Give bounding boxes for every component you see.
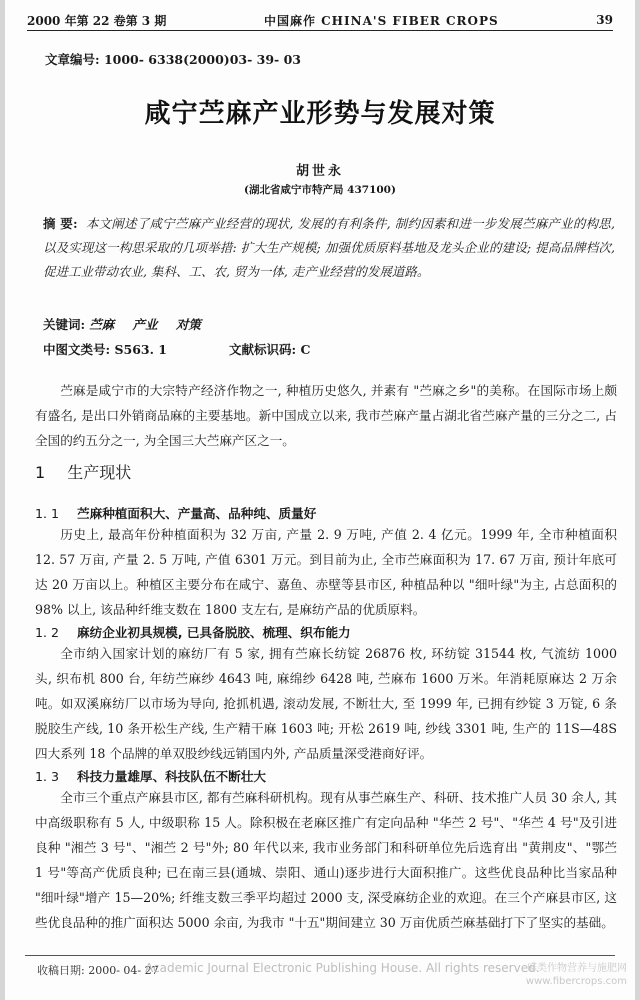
paragraph-text: 全市纳入国家计划的麻纺厂有 5 家, 拥有苎麻长纺锭 26876 枚, 环纺锭 31544 枚, 气流纺 1000 头, 织布机 800 台, 年纺苎麻纱 4643 吨, 麻绵纱 6428 吨, 苎麻布 1600 万米。年消耗原麻达 2 万余吨。如双溪麻纺厂以市场为导向, 抢抓机遇, 滚动发展, 不断壮大, 至 1999 年, 已拥有纱锭 3 万锭, 6 条脱胶生产线, 10 条开松生产线, 生产精干麻 1603 吨; 开松 2619 吨, 纱线 3301 吨, 生产的 11S—48S 四大系列 18 个品牌的单双股纱线远销国内外, 产品质量深受港商好评。 [35, 646, 617, 761]
section-heading [35, 460, 131, 483]
section-title: 生产现状 [67, 463, 132, 482]
subsection-number: 1. 3 [35, 769, 60, 784]
copyright-notice: Academic Journal Electronic Publishing House. All rights reserved. [145, 961, 540, 975]
running-header [27, 10, 613, 31]
subsection-title: 麻纺企业初具规模, 已具备脱胶、梳理、织布能力 [77, 625, 351, 640]
abstract-text: 本文阐述了咸宁苎麻产业经营的现状, 发展的有利条件, 制约因素和进一步发展苎麻产业的构思, 以及实现这一构思采取的几项举措: 扩大生产规模; 加强优质原料基地及龙头企业的建设; 提高品牌档次, 促进工业带动农业, 集科、工、农, 贸为一体, 走产业经营的发展道路。 [43, 216, 616, 279]
document-code: 文献标识码: C [229, 342, 311, 357]
article-number: 文章编号: 1000- 6338(2000)03- 39- 03 [45, 52, 301, 67]
clc-number: 中图文类号: S563. 1 [43, 342, 167, 357]
site-watermark [526, 962, 627, 988]
author-name: 胡世永 [295, 164, 344, 179]
author-affiliation: (湖北省咸宁市特产局 437100) [244, 184, 396, 196]
subsection-heading-2 [35, 622, 351, 641]
subsection-body-1 [35, 522, 617, 622]
keywords [43, 315, 201, 333]
subsection-heading-3 [35, 766, 266, 785]
intro-paragraph [35, 378, 617, 453]
subsection-body-3 [35, 785, 617, 935]
subsection-number: 1. 1 [35, 506, 60, 521]
subsection-number: 1. 2 [35, 625, 60, 640]
abstract-label: 摘 要: [43, 216, 78, 231]
abstract [43, 212, 615, 284]
page-number: 39 [596, 13, 613, 27]
watermark-line-1: 麻类作物营养与施肥网 [527, 963, 627, 974]
subsection-title: 科技力量雄厚、科技队伍不断壮大 [77, 769, 266, 784]
keywords-value: 苎麻 产业 对策 [89, 317, 201, 332]
paragraph-text: 全市三个重点产麻县市区, 都有苎麻科研机构。现有从事苎麻生产、科研、技术推广人员 30 余人, 其中高级职称有 5 人, 中级职称 15 人。除积极在老麻区推广有定向品种 "华苎 2 号"、"华苎 4 号"及引进良种 "湘苎 3 号"、"湘苎 2 号"外; 80 年代以来, 我市业务部门和科研单位先后选育出 "黄荆皮"、"鄂苎 1 号"等高产优质良种; 已在南三县(通城、崇阳、通山)逐步进行大面积推广。这些优良品种比当家品种 "细叶绿"增产 15—20%; 纤维支数三季平均超过 2000 支, 深受麻纺企业的欢迎。在三个产麻县市区, 这些优良品种的推广面积达 5000 余亩, 为我市 "十五"期间建立 30 万亩优质苎麻基础打下了坚实的基础。 [35, 790, 617, 930]
journal-name: 中国麻作 CHINA'S FIBER CROPS [263, 13, 499, 28]
classification-line [43, 340, 310, 358]
section-number: 1 [35, 463, 46, 482]
paragraph-text: 历史上, 最高年份种植面积为 32 万亩, 产量 2. 9 万吨, 产值 2. 4 亿元。1999 年, 全市种植面积 12. 57 万亩, 产量 2. 5 万吨, 产值 6301 万元。到目前为止, 全市苎麻面积为 17. 67 万亩, 预计年底可达 20 万亩以上。种植区主要分布在咸宁、嘉鱼、赤壁等县市区, 种植品种以 "细叶绿"为主, 占总面积的 98% 以上, 该品种纤维支数在 1800 支左右, 是麻纺产品的优质原料。 [35, 527, 617, 617]
intro-text: 苎麻是咸宁市的大宗特产经济作物之一, 种植历史悠久, 并素有 "苎麻之乡"的美称。在国际市场上颇有盛名, 是出口外销商品麻的主要基地。新中国成立以来, 我市苎麻产量占湖北省苎麻产量的三分之二, 占全国的约五分之一, 为全国三大苎麻产区之一。 [35, 383, 617, 448]
subsection-heading-1 [35, 503, 316, 522]
keywords-label: 关键词: [43, 317, 86, 332]
article-title: 咸宁苎麻产业形势与发展对策 [144, 99, 496, 129]
watermark-line-2: www.fibercrops.com [525, 976, 627, 987]
received-date: 收稿日期: 2000- 04- 27 [37, 964, 159, 977]
issue-info: 2000 年第 22 卷第 3 期 [27, 13, 167, 28]
subsection-body-2 [35, 641, 617, 766]
subsection-title: 苎麻种植面积大、产量高、品种纯、质量好 [77, 506, 317, 521]
